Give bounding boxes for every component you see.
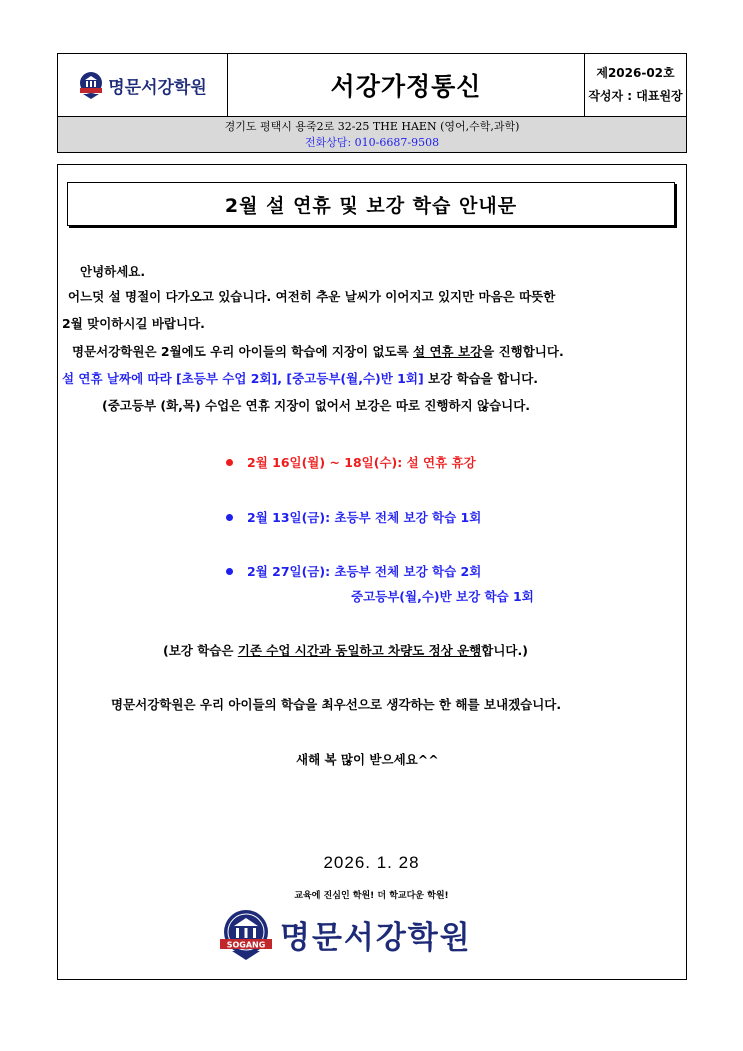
paragraph-1-line-1: 어느덧 설 명절이 다가오고 있습니다. 여전히 추운 날씨가 이어지고 있지만 마음은 따뜻한 <box>68 289 556 304</box>
paragraph-3-comma: , <box>277 371 287 386</box>
paragraph-3-text: 설 연휴 날짜에 따라 <box>62 371 177 386</box>
phone-line: 전화상담: 010-6687-9508 <box>304 136 440 149</box>
footer-brand <box>218 904 472 964</box>
makeup-note-highlight: 기존 수업 시간과 동일하고 차량도 정상 운행 <box>237 643 482 658</box>
schedule-item-makeup-2-extra: 중고등부(월,수)반 보강 학습 1회 <box>351 589 534 604</box>
makeup-note <box>163 641 528 661</box>
schedule-item-text: 2월 27일(금): 초등부 전체 보강 학습 2회 <box>247 564 482 579</box>
elementary-makeup-count: [초등부 수업 2회] <box>176 371 278 386</box>
paragraph-1-line-2: 2월 맞이하시길 바랍니다. <box>62 316 205 331</box>
closing-statement: 명문서강학원은 우리 아이들의 학습을 최우선으로 생각하는 한 해를 보내겠습니다. <box>111 697 562 712</box>
header-title-cell <box>228 54 585 116</box>
notice-date: 2026. 1. 28 <box>323 853 420 872</box>
newsletter-title: 서강가정통신 <box>330 72 482 101</box>
address-bar <box>57 117 687 153</box>
bullet-icon <box>226 459 233 466</box>
schedule-item-text: 2월 13일(금): 초등부 전체 보강 학습 1회 <box>247 510 482 525</box>
header-logo <box>58 54 228 116</box>
bullet-icon <box>226 568 233 575</box>
academy-slogan: 교육에 진심인 학원! 더 학교다운 학원! <box>294 891 449 901</box>
academy-emblem-icon <box>218 906 274 962</box>
header-meta <box>585 54 686 116</box>
schedule-item-makeup-1 <box>226 508 481 528</box>
issue-number: 제2026-02호 <box>596 66 675 80</box>
schedule-item-holiday <box>226 453 476 473</box>
paragraph-2-highlight: 설 연휴 보강 <box>413 344 483 359</box>
paragraph-3 <box>62 369 538 389</box>
header-brand-name: 명문서강학원 <box>108 77 207 98</box>
makeup-note-end: 합니다.) <box>481 643 528 658</box>
address-line: 경기도 평택시 용죽2로 32-25 THE HAEN (영어,수학,과학) <box>224 120 520 133</box>
paragraph-4: (중고등부 (화,목) 수업은 연휴 지장이 없어서 보강은 따로 진행하지 않습니다. <box>102 398 531 413</box>
author-line: 작성자 : 대표원장 <box>588 89 683 103</box>
notice-title-box <box>67 182 675 226</box>
academy-emblem-icon <box>78 70 104 100</box>
schedule-item-makeup-2 <box>226 562 481 582</box>
footer-brand-name: 명문서강학원 <box>280 919 472 956</box>
newsletter-header <box>57 53 687 117</box>
secondary-makeup-count: [중고등부(월,수)반 1회] <box>286 371 424 386</box>
paragraph-2-text: 명문서강학원은 2월에도 우리 아이들의 학습에 지장이 없도록 <box>72 344 414 359</box>
paragraph-2 <box>72 342 564 362</box>
emblem-text: SOGANG <box>226 940 266 950</box>
new-year-greeting: 새해 복 많이 받으세요^^ <box>296 752 439 767</box>
makeup-note-start: (보강 학습은 <box>163 643 238 658</box>
paragraph-2-end: 을 진행합니다. <box>482 344 564 359</box>
bullet-icon <box>226 514 233 521</box>
schedule-item-text: 2월 16일(월) ~ 18일(수): 설 연휴 휴강 <box>247 455 476 470</box>
notice-title: 2월 설 연휴 및 보강 학습 안내문 <box>224 194 518 217</box>
paragraph-3-end: 보강 학습을 합니다. <box>423 371 539 386</box>
greeting: 안녕하세요. <box>80 264 146 279</box>
